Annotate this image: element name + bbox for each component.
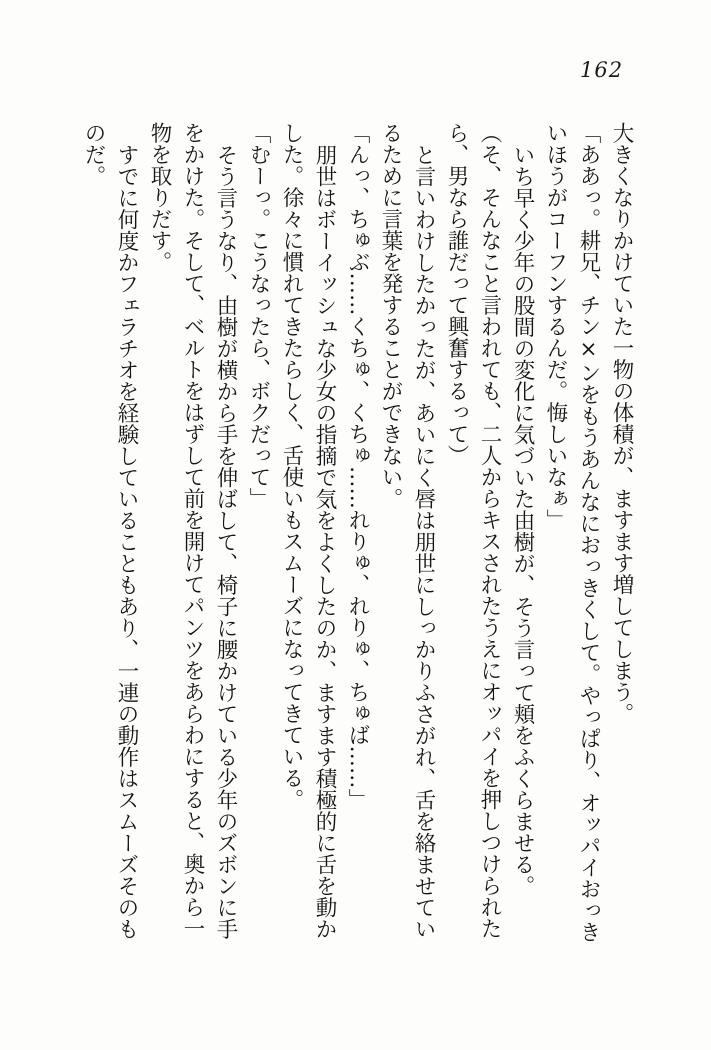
text-line: 大きくなりかけていた一物の体積が、ますます増してしまう。	[609, 122, 634, 724]
text-line: ら、男なら誰だって興奮するって）	[444, 122, 469, 466]
text-line: 「ああっ。耕兄、チン×ンをもうあんなにおっきくして。やっぱり、オッパイおっき	[576, 122, 601, 943]
page-number: 162	[580, 58, 624, 82]
text-line: 朋世はボーイッシュな少女の指摘で気をよくしたのか、ますます積極的に舌を動か	[312, 143, 337, 939]
text-line: いち早く少年の股間の変化に気づいた由樹が、そう言って頬をふくらませる。	[510, 143, 535, 896]
text-line: すでに何度かフェラチオを経験していることもあり、一連の動作はスムーズそのも	[114, 143, 139, 939]
text-line: るために言葉を発することができない。	[378, 122, 403, 509]
text-line: 物を取りだす。	[147, 122, 172, 273]
text-line: した。徐々に慣れてきたらしく、舌使いもスムーズになってきている。	[279, 122, 304, 810]
text-line: そう言うなり、由樹が横から手を伸ばして、椅子に腰かけている少年のズボンに手	[213, 143, 238, 939]
text-line: （そ、そんなこと言われても、二人からキスされたうえにオッパイを押しつけられた	[477, 122, 502, 939]
text-line: いほうがコーフンするんだ。悔しいなぁ」	[543, 122, 568, 531]
text-line: のだ。	[81, 122, 106, 187]
text-line: と言いわけしたかったが、あいにく唇は朋世にしっかりふさがれ、舌を絡ませてい	[411, 143, 436, 939]
text-line: をかけた。そして、ベルトをはずして前を開けてパンツをあらわにすると、奥から一	[180, 122, 205, 939]
text-line: 「むーっ。こうなったら、ボクだって」	[246, 122, 271, 509]
novel-text-block	[78, 122, 638, 944]
text-line: 「んっ、ちゅぶ……くちゅ、くちゅ……れりゅ、れりゅ、ちゅば……」	[345, 122, 370, 810]
